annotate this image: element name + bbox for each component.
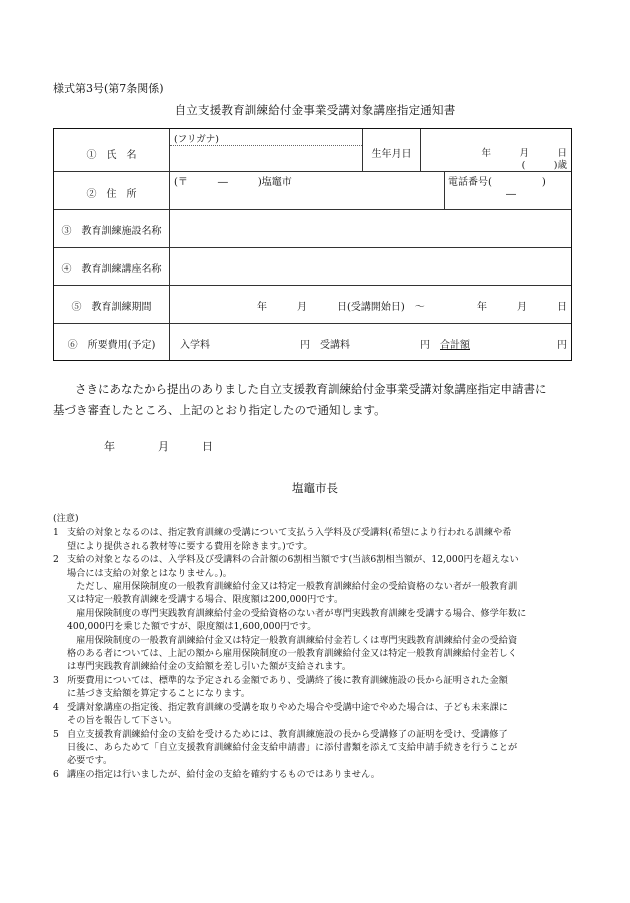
- note-line: 格のある者については、上記の額から雇用保険制度の一般教育訓練給付金又は特定一般教育訓練給付金若しく: [67, 648, 518, 660]
- name-label: ① 氏 名: [86, 150, 137, 161]
- facility-name-label: ③ 教育訓練施設名称: [61, 226, 162, 237]
- form-number: 様式第3号(第7条関係): [53, 82, 164, 95]
- row-divider: [54, 209, 571, 210]
- column-divider: [169, 129, 170, 360]
- notes-list: [53, 526, 575, 781]
- note-number: 4: [53, 701, 59, 713]
- postal-code: (〒 ― )塩竈市: [174, 177, 292, 188]
- period-start: 年 月 日(受講開始日) ～: [257, 302, 425, 313]
- furigana-divider: [170, 145, 362, 146]
- date-month: 月: [158, 440, 169, 453]
- note-line: 又は特定一般教育訓練を受講する場合、限度額は200,000円です。: [67, 594, 344, 606]
- column-divider: [444, 171, 445, 209]
- date-day: 日: [202, 440, 213, 453]
- notes-section: [53, 512, 575, 781]
- address-label: ② 住 所: [86, 189, 137, 200]
- note-line: 自立支援教育訓練給付金の支給を受けるためには、教育訓練施設の長から受講修了の証明を受け、受講修了: [67, 728, 508, 740]
- note-item: [53, 768, 575, 781]
- notice-line-1: さきにあなたから提出のありました自立支援教育訓練給付金事業受講対象講座指定申請書に: [75, 382, 547, 396]
- note-line: 必要です。: [67, 755, 113, 767]
- total-label-text: 合計額: [440, 340, 470, 351]
- furigana-label: (フリガナ): [174, 134, 219, 145]
- admission-yen: 円: [300, 340, 310, 351]
- total-label: [440, 336, 567, 351]
- note-number: 2: [53, 554, 59, 566]
- phone-dash: ―: [506, 189, 516, 200]
- note-line: 日後に、あらためて「自立支援教育訓練給付金支給申請書」に添付書類を添えて支給申請手続きを行うことが: [67, 741, 518, 753]
- age-value: ( )歳: [521, 160, 567, 171]
- note-line: は専門実践教育訓練給付金の支給額を差し引いた額が支給されます。: [67, 661, 352, 673]
- note-item: [53, 526, 575, 553]
- row-divider: [54, 323, 571, 324]
- row-divider: [54, 171, 571, 172]
- admission-fee-label: 入学料: [180, 340, 210, 351]
- tuition-label: 受講料: [320, 340, 350, 351]
- phone-label: 電話番号( ): [448, 177, 546, 188]
- note-item: [53, 553, 575, 674]
- note-line: 所要費用については、標準的な予定される金額であり、受講終了後に教育訓練施設の長から証明された金額: [67, 674, 508, 686]
- notice-body: [53, 379, 573, 421]
- row-divider: [54, 285, 571, 286]
- tuition-yen: 円: [420, 340, 430, 351]
- note-item: [53, 701, 575, 728]
- birthdate-value: 年 月 日: [481, 148, 567, 159]
- note-item: [53, 674, 575, 701]
- column-divider: [420, 129, 421, 171]
- birthdate-label: 生年月日: [371, 149, 412, 160]
- note-line: ただし、雇用保険制度の一般教育訓練給付金又は特定一般教育訓練給付金の受給資格のない者が一般教育訓: [67, 581, 518, 593]
- note-number: 3: [53, 674, 59, 686]
- row-divider: [54, 247, 571, 248]
- note-line: 受講対象講座の指定後、指定教育訓練の受講を取りやめた場合や受講中途でやめた場合は、子ども未来課に: [67, 701, 508, 713]
- note-line: 場合には支給の対象とはなりません。)。: [67, 567, 232, 579]
- total-yen: 円: [557, 340, 567, 351]
- note-number: 5: [53, 728, 59, 740]
- note-line: 講座の指定は行いましたが、給付金の支給を確約するものではありません。: [67, 768, 380, 780]
- date-year: 年: [104, 440, 115, 453]
- training-period-label: ⑤ 教育訓練期間: [71, 302, 152, 313]
- expense-label: ⑥ 所要費用(予定): [67, 340, 156, 351]
- note-number: 1: [53, 527, 59, 539]
- note-line: に基づき支給額を算定することになります。: [67, 688, 251, 700]
- notes-heading: (注意): [53, 513, 79, 524]
- issuer-name: 塩竈市長: [292, 481, 338, 495]
- note-line: 望により提供される教材等に要する費用を除きます。)です。: [67, 540, 313, 552]
- note-line: 支給の対象となるのは、指定教育訓練の受講について支払う入学料及び受講料(希望により行われる訓練や希: [67, 527, 512, 539]
- note-line: 雇用保険制度の一般教育訓練給付金又は特定一般教育訓練給付金若しくは専門実践教育訓練給付金の受給資: [67, 634, 518, 646]
- course-name-label: ④ 教育訓練講座名称: [61, 264, 162, 275]
- document-title: 自立支援教育訓練給付金事業受講対象講座指定通知書: [174, 103, 456, 117]
- designation-table: [53, 128, 572, 361]
- note-line: その旨を報告して下さい。: [67, 715, 178, 727]
- notice-line-2: 基づき審査したところ、上記のとおり指定したので通知します。: [53, 403, 386, 417]
- note-line: 支給の対象となるのは、入学料及び受講料の合計額の6割相当額です(当該6割相当額が、12,000円を超えない: [67, 554, 519, 566]
- note-number: 6: [53, 768, 59, 780]
- note-line: 400,000円を乗じた額ですが、限度額は1,600,000円です。: [67, 621, 317, 633]
- period-end: 年 月 日: [477, 302, 567, 313]
- note-item: [53, 728, 575, 768]
- note-line: 雇用保険制度の専門実践教育訓練給付金の受給資格のない者が専門実践教育訓練を受講する場合、修学年数に: [67, 607, 527, 619]
